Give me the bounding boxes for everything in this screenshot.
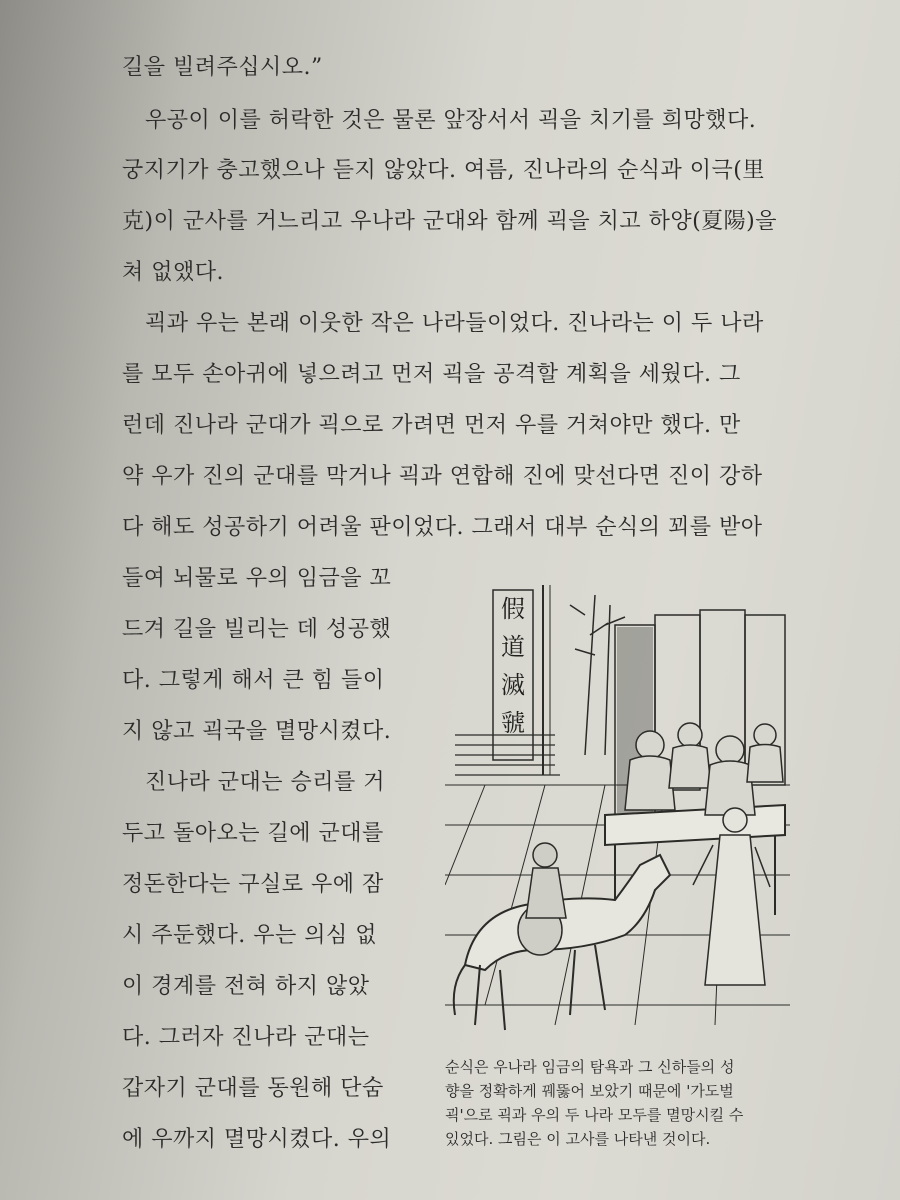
body-line: 정돈한다는 구실로 우에 잠 — [122, 872, 384, 897]
inscription-glyph: 道 — [501, 633, 525, 661]
body-line: 괵과 우는 본래 이웃한 작은 나라들이었다. 진나라는 이 두 나라 — [145, 311, 764, 336]
body-line: 런데 진나라 군대가 괵으로 가려면 먼저 우를 거쳐야만 했다. 만 — [122, 413, 741, 438]
woodcut-illustration — [445, 585, 790, 1050]
figure-caption — [445, 1055, 790, 1151]
body-line: 지 않고 괵국을 멸망시켰다. — [122, 719, 392, 744]
caption-line: 있었다. 그림은 이 고사를 나타낸 것이다. — [445, 1130, 711, 1148]
body-line: 우공이 이를 허락한 것은 물론 앞장서서 괵을 치기를 희망했다. — [145, 108, 757, 133]
body-line: 두고 돌아오는 길에 군대를 — [122, 821, 384, 846]
body-line: 진나라 군대는 승리를 거 — [145, 770, 386, 795]
body-line: 다 해도 성공하기 어려울 판이었다. 그래서 대부 순식의 꾀를 받아 — [122, 515, 763, 540]
body-line: 이 경계를 전혀 하지 않았 — [122, 974, 370, 999]
inscription-glyph: 虢 — [501, 709, 525, 737]
caption-line: 향을 정확하게 꿰뚫어 보았기 때문에 '가도벌 — [445, 1082, 734, 1100]
body-line: 갑자기 군대를 동원해 단숨 — [122, 1076, 384, 1101]
body-line: 시 주둔했다. 우는 의심 없 — [122, 923, 377, 948]
body-line: 克)이 군사를 거느리고 우나라 군대와 함께 괵을 치고 하양(夏陽)을 — [122, 209, 777, 234]
body-line: 길을 빌려주십시오.” — [122, 55, 323, 80]
body-line: 약 우가 진의 군대를 막거나 괵과 연합해 진에 맞선다면 진이 강하 — [122, 464, 763, 489]
body-line: 에 우까지 멸망시켰다. 우의 — [122, 1127, 392, 1152]
caption-line: 순식은 우나라 임금의 탐욕과 그 신하들의 성 — [445, 1058, 735, 1076]
body-line: 쳐 없앴다. — [122, 260, 224, 285]
body-line: 를 모두 손아귀에 넣으려고 먼저 괵을 공격할 계획을 세웠다. 그 — [122, 362, 741, 387]
caption-line: 괵'으로 괵과 우의 두 나라 모두를 멸망시킬 수 — [445, 1106, 744, 1124]
inscription-glyph: 假 — [501, 595, 525, 623]
body-line: 궁지기가 충고했으나 듣지 않았다. 여름, 진나라의 순식과 이극(里 — [122, 158, 765, 183]
body-line: 다. 그러자 진나라 군대는 — [122, 1025, 370, 1050]
body-line: 다. 그렇게 해서 큰 힘 들이 — [122, 668, 385, 693]
body-line: 들여 뇌물로 우의 임금을 꼬 — [122, 566, 392, 591]
inscription-text — [501, 595, 525, 737]
inscription-glyph: 滅 — [501, 671, 525, 699]
body-line: 드겨 길을 빌리는 데 성공했 — [122, 617, 392, 642]
